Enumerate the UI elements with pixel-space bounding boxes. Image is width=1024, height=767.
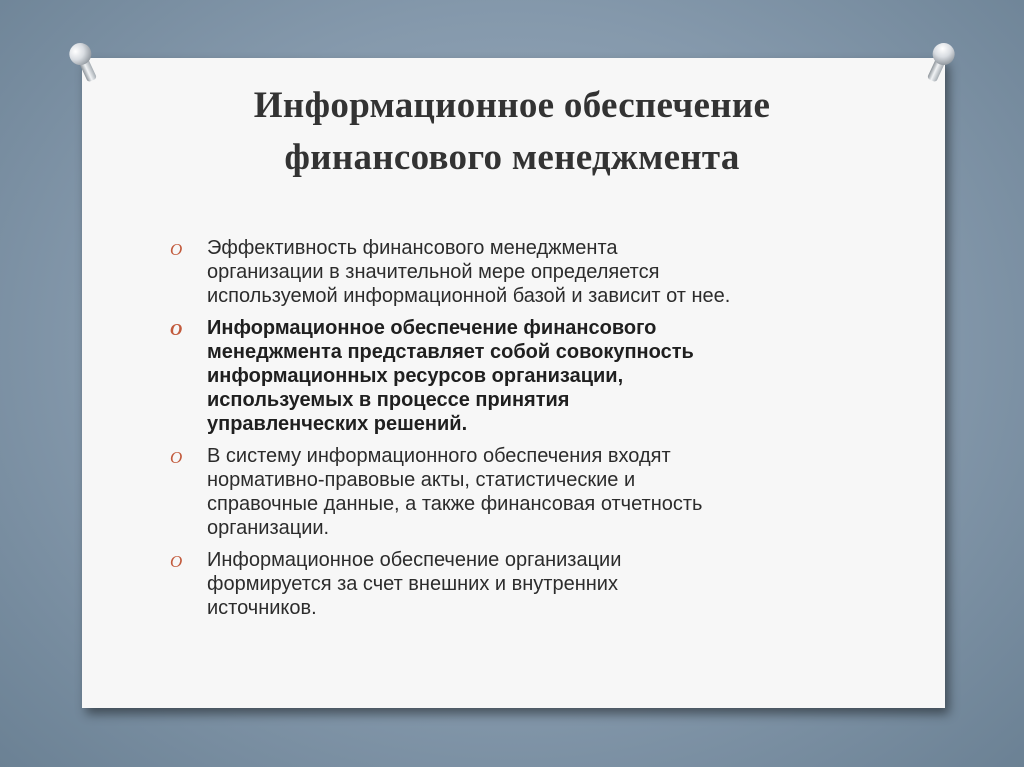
bullet-marker-icon: O — [170, 552, 183, 571]
bullet-text: В систему информационного обеспечения входят нормативно-правовые акты, статистические и справочные данные, а также финансовая отчетность организации. — [207, 445, 703, 539]
slide-title — [0, 80, 1024, 184]
bullet-item — [170, 236, 850, 308]
title-line-2: финансового менеджмента — [284, 137, 740, 178]
bullet-text: Информационное обеспечение организации формируется за счет внешних и внутренних источников. — [207, 549, 622, 619]
bullet-list — [170, 236, 850, 628]
bullet-marker-icon: O — [170, 240, 183, 259]
bullet-text: Эффективность финансового менеджмента организации в значительной мере определяется используемой информационной базой и зависит от нее. — [207, 237, 731, 307]
bullet-item — [170, 316, 850, 436]
bullet-item — [170, 444, 850, 540]
bullet-text: Информационное обеспечение финансового менеджмента представляет собой совокупность информационных ресурсов организации, используемых в процессе принятия управленческих решений. — [207, 317, 694, 435]
title-line-1: Информационное обеспечение — [253, 85, 771, 126]
bullet-marker-icon: O — [170, 320, 183, 339]
bullet-marker-icon: O — [170, 448, 183, 467]
bullet-item — [170, 548, 850, 620]
